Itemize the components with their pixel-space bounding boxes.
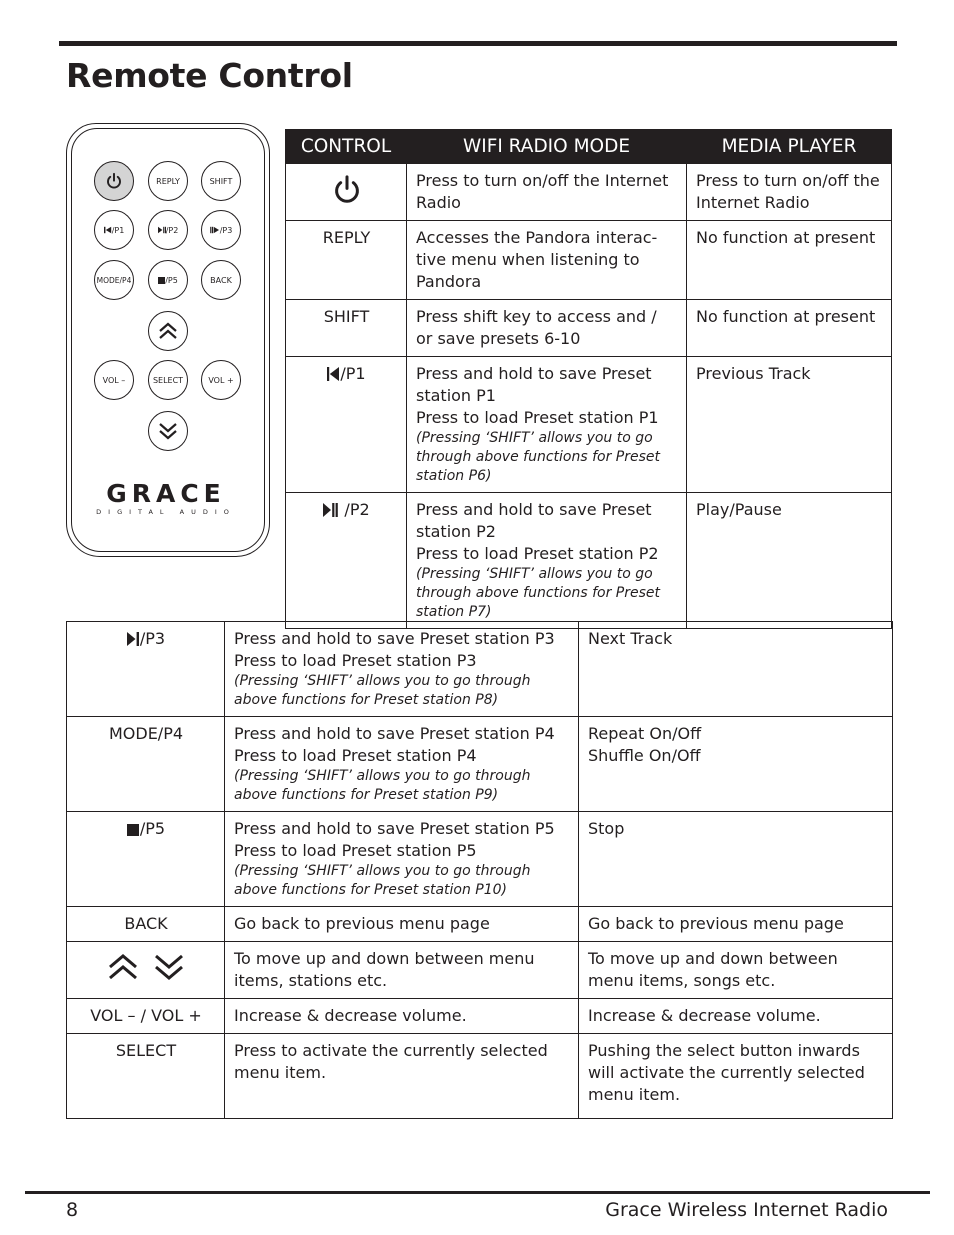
wifi-line: Press and hold to save Preset station P5 — [234, 819, 555, 838]
table-row — [286, 300, 892, 357]
media-cell: Play/Pause — [687, 493, 892, 629]
double-chevron-up-icon — [158, 322, 178, 340]
remote-vol-minus-button: VOL – — [94, 360, 134, 400]
shift-note: (Pressing ‘SHIFT’ allows you to go through above functions for Preset station P8) — [234, 673, 531, 708]
wifi-cell — [407, 493, 687, 629]
shift-note: (Pressing ‘SHIFT’ allows you to go through above functions for Preset station P7) — [416, 566, 660, 620]
control-cell — [286, 493, 407, 629]
header-wifi-radio-mode: WIFI RADIO MODE — [407, 130, 687, 164]
logo-wordmark: GRACE — [106, 479, 226, 508]
wifi-line: Press and hold to save Preset station P2 — [416, 500, 652, 541]
control-cell — [67, 942, 225, 999]
table-header-row — [286, 130, 892, 164]
wifi-line: Press and hold to save Preset station P1 — [416, 364, 652, 405]
controls-table-top — [285, 129, 892, 629]
control-cell — [286, 357, 407, 493]
table-row — [67, 942, 893, 999]
wifi-cell: Press to activate the currently selected menu item. — [225, 1034, 579, 1119]
bottom-rule — [25, 1191, 930, 1194]
wifi-line-2: Press to load Preset station P5 — [234, 841, 477, 860]
remote-p5-label: /P5 — [165, 275, 178, 285]
grace-logo — [91, 479, 241, 516]
wifi-cell: Press to turn on/off the Internet Radio — [407, 164, 687, 221]
stop-icon — [158, 277, 165, 284]
control-cell — [67, 622, 225, 717]
header-control: CONTROL — [286, 130, 407, 164]
remote-up-button — [148, 311, 188, 351]
media-cell: Previous Track — [687, 357, 892, 493]
media-cell: Stop — [579, 812, 893, 907]
table-row — [67, 907, 893, 942]
shift-note: (Pressing ‘SHIFT’ allows you to go through above functions for Preset station P10) — [234, 863, 531, 898]
remote-back-button: BACK — [201, 260, 241, 300]
media-cell: No function at present — [687, 300, 892, 357]
previous-track-icon — [104, 226, 112, 234]
play-pause-icon — [158, 226, 166, 234]
media-line: Repeat On/Off — [588, 724, 702, 743]
control-cell — [286, 164, 407, 221]
remote-reply-button: REPLY — [148, 161, 188, 201]
wifi-line-2: Press to load Preset station P4 — [234, 746, 477, 765]
previous-track-icon — [327, 367, 339, 381]
wifi-cell: To move up and down between menu items, stations etc. — [225, 942, 579, 999]
logo-subtitle: DIGITAL AUDIO — [96, 508, 236, 516]
control-cell: SELECT — [67, 1034, 225, 1119]
control-label: /P3 — [139, 629, 166, 648]
control-cell: BACK — [67, 907, 225, 942]
media-cell: Go back to previous menu page — [579, 907, 893, 942]
media-cell — [579, 717, 893, 812]
wifi-cell — [225, 717, 579, 812]
power-icon — [333, 174, 361, 204]
remote-shift-button: SHIFT — [201, 161, 241, 201]
double-chevron-down-icon — [158, 422, 178, 440]
page-title: Remote Control — [66, 56, 353, 95]
remote-p1-label: /P1 — [111, 225, 125, 235]
media-cell: Press to turn on/off the Internet Radio — [687, 164, 892, 221]
media-cell: Increase & decrease volume. — [579, 999, 893, 1034]
shift-note: (Pressing ‘SHIFT’ allows you to go through above functions for Preset station P6) — [416, 430, 660, 484]
table-row — [67, 717, 893, 812]
wifi-cell — [225, 812, 579, 907]
wifi-cell — [225, 622, 579, 717]
footer-title: Grace Wireless Internet Radio — [605, 1199, 888, 1221]
remote-down-button — [148, 411, 188, 451]
media-line-2: Shuffle On/Off — [588, 746, 701, 765]
table-row — [67, 622, 893, 717]
control-cell: MODE/P4 — [67, 717, 225, 812]
controls-table-bottom — [66, 621, 893, 1119]
wifi-cell: Accesses the Pandora interac-tive menu when listening to Pandora — [407, 221, 687, 300]
control-cell: REPLY — [286, 221, 407, 300]
table-row — [286, 221, 892, 300]
media-cell: To move up and down between menu items, songs etc. — [579, 942, 893, 999]
page-number: 8 — [66, 1199, 79, 1221]
remote-power-button — [94, 161, 134, 201]
control-label: /P2 — [339, 500, 370, 519]
control-cell: VOL – / VOL + — [67, 999, 225, 1034]
remote-illustration — [66, 123, 270, 557]
remote-p2-button — [148, 210, 188, 250]
wifi-cell: Increase & decrease volume. — [225, 999, 579, 1034]
wifi-line: Press and hold to save Preset station P4 — [234, 724, 555, 743]
table-row — [67, 999, 893, 1034]
stop-icon — [127, 824, 139, 836]
table-row — [286, 164, 892, 221]
remote-p5-button — [148, 260, 188, 300]
table-row — [67, 1034, 893, 1119]
wifi-cell: Press shift key to access and / or save presets 6-10 — [407, 300, 687, 357]
remote-p3-button — [201, 210, 241, 250]
play-pause-icon — [323, 503, 338, 517]
table-row — [67, 812, 893, 907]
wifi-line-2: Press to load Preset station P3 — [234, 651, 477, 670]
table-row — [286, 357, 892, 493]
wifi-line: Press and hold to save Preset station P3 — [234, 629, 555, 648]
wifi-cell — [407, 357, 687, 493]
wifi-cell: Go back to previous menu page — [225, 907, 579, 942]
control-cell — [67, 812, 225, 907]
table-row — [286, 493, 892, 629]
double-chevron-down-icon — [153, 953, 185, 981]
power-icon — [105, 172, 123, 190]
remote-vol-plus-button: VOL + — [201, 360, 241, 400]
media-cell: No function at present — [687, 221, 892, 300]
remote-p1-button — [94, 210, 134, 250]
control-label: /P5 — [139, 819, 166, 838]
shift-note: (Pressing ‘SHIFT’ allows you to go through above functions for Preset station P9) — [234, 768, 531, 803]
remote-p3-label: /P3 — [219, 225, 233, 235]
wifi-line-2: Press to load Preset station P2 — [416, 544, 659, 563]
next-track-icon — [210, 226, 220, 234]
remote-select-button: SELECT — [148, 360, 188, 400]
next-track-icon — [127, 632, 139, 646]
wifi-line-2: Press to load Preset station P1 — [416, 408, 659, 427]
top-rule — [59, 41, 897, 46]
double-chevron-up-icon — [107, 953, 139, 981]
control-cell: SHIFT — [286, 300, 407, 357]
media-cell: Pushing the select button inwards will activate the currently selected menu item. — [579, 1034, 893, 1119]
remote-mode-button: MODE/P4 — [94, 260, 134, 300]
header-media-player: MEDIA PLAYER — [687, 130, 892, 164]
media-cell: Next Track — [579, 622, 893, 717]
control-label: /P1 — [340, 364, 366, 383]
remote-p2-label: /P2 — [165, 225, 179, 235]
